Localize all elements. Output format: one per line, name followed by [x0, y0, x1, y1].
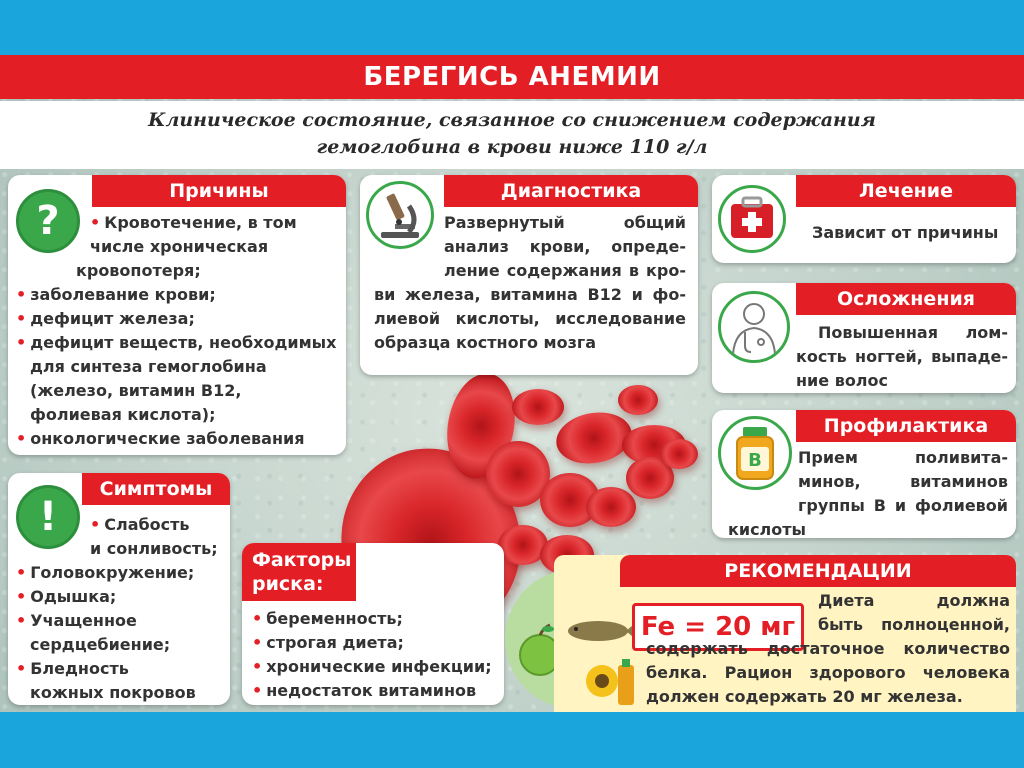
fish-icon — [560, 611, 640, 651]
prevention-line: группы В и фолиевой — [798, 496, 1008, 515]
complications-heading: Осложнения — [796, 283, 1016, 315]
symptoms-first-line: Слабость — [104, 515, 190, 534]
list-item: дефицит железа; — [30, 309, 195, 328]
prevention-line: Прием поливита- — [798, 448, 1008, 467]
prevention-line: кислоты — [728, 520, 807, 539]
complications-line: ние волос — [796, 371, 888, 390]
list-item-cont: (железо, витамин В12, — [30, 381, 242, 400]
complications-card — [712, 283, 1016, 393]
list-item: дефицит веществ, необходимых — [30, 333, 337, 352]
list-item: строгая диета; — [266, 633, 404, 652]
diagnostics-line: ление содержания в кро- — [444, 261, 686, 280]
complications-line: кость ногтей, выпаде- — [796, 347, 1008, 366]
risk-list: • беременность; • строгая диета; • хронические инфекции; • недостаток витаминов — [252, 609, 492, 700]
blood-cell — [586, 487, 636, 527]
treatment-heading: Лечение — [796, 175, 1016, 207]
diagnostics-heading: Диагностика — [444, 175, 698, 207]
risk-heading-line-2: риска: — [252, 573, 324, 595]
list-item: Учащенное — [30, 611, 137, 630]
list-item-cont: фолиевая кислота); — [30, 405, 216, 424]
sunflower-oil-icon — [580, 651, 640, 711]
vitamin-b-label: B — [748, 450, 762, 471]
risk-heading — [242, 543, 356, 601]
list-item-cont: для синтеза гемоглобина — [30, 357, 267, 376]
list-item: хронические инфекции; — [266, 657, 492, 676]
causes-card — [8, 175, 346, 455]
causes-first-line-2: числе хроническая — [90, 237, 269, 256]
recommendations-section — [500, 555, 1016, 712]
diagnostics-line: Развернутый общий — [444, 213, 686, 232]
symptoms-heading: Симптомы — [82, 473, 230, 505]
recommendations-line: белка. Рацион здорового человека — [646, 663, 1010, 682]
prevention-text — [728, 446, 1008, 542]
treatment-card — [712, 175, 1016, 263]
prevention-heading: Профилактика — [796, 410, 1016, 442]
recommendations-heading: РЕКОМЕНДАЦИИ — [620, 555, 1016, 587]
first-aid-kit-icon — [718, 185, 786, 253]
causes-first-line: Кровотечение, в том — [104, 213, 297, 232]
diagnostics-line: образца костного мозга — [374, 333, 597, 352]
causes-list: • Кровотечение, в том числе хроническая кровопотеря; • заболевание крови; • дефицит железа; • дефицит веществ, необходимых для синтеза гемоглобина (железо, витамин В12, фолиевая кислота); • онкологические заболевания — [16, 211, 344, 451]
complications-text — [796, 321, 1008, 393]
recommendations-line: должен содержать 20 мг железа. — [646, 687, 963, 706]
list-item-cont: сердцебиение; — [30, 635, 171, 654]
diagnostics-line: лиевой кислоты, исследование — [374, 309, 686, 328]
question-icon: ? — [16, 189, 80, 253]
subtitle-line-1: Клиническое состояние, связанное со снижением содержания — [148, 109, 876, 131]
list-item: онкологические заболевания — [30, 429, 305, 448]
poster-canvas — [0, 55, 1024, 712]
risk-heading-line-1: Факторы — [252, 549, 352, 571]
risk-card — [242, 543, 504, 705]
symptoms-first-line-2: и сонливость; — [90, 539, 218, 558]
subtitle-line-2: гемоглобина в крови ниже 110 г/л — [316, 136, 708, 158]
blood-cell — [618, 385, 658, 415]
list-item: заболевание крови; — [30, 285, 216, 304]
list-item: Бледность — [30, 659, 129, 678]
diagnostics-card — [360, 175, 698, 375]
blood-cell — [512, 389, 564, 425]
recommendations-text — [646, 589, 1010, 709]
prevention-card — [712, 410, 1016, 538]
prevention-line: минов, витаминов — [798, 472, 1008, 491]
complications-line: Повышенная лом- — [818, 323, 1008, 342]
recommendations-line: быть полноценной, — [818, 615, 1010, 634]
causes-first-line-3: кровопотеря; — [76, 261, 201, 280]
iron-dose-badge: Fe = 20 мг — [632, 603, 804, 651]
diagnostics-text — [374, 211, 686, 355]
recommendations-line: содержать достаточное количество — [646, 639, 1010, 658]
diagnostics-line: анализ крови, опреде- — [444, 237, 686, 256]
list-item: Головокружение; — [30, 563, 195, 582]
symptoms-card — [8, 473, 230, 705]
exclamation-icon: ! — [16, 485, 80, 549]
list-item-cont: кожных покровов — [30, 683, 196, 702]
list-item: беременность; — [266, 609, 403, 628]
recommendations-line: Диета должна — [818, 591, 1010, 610]
causes-heading: Причины — [92, 175, 346, 207]
page-title: БЕРЕГИСЬ АНЕМИИ — [0, 55, 1024, 99]
page-subtitle — [0, 101, 1024, 169]
diagnostics-line: ви железа, витамина В12 и фо- — [374, 285, 686, 304]
symptoms-list: • Слабость и сонливость; • Головокружение; • Одышка; • Учащенное сердцебиение; • Бледность кожных покровов — [16, 513, 230, 705]
doctor-icon — [718, 291, 790, 363]
list-item: недостаток витаминов — [266, 681, 477, 700]
list-item: Одышка; — [30, 587, 117, 606]
blood-cell — [660, 439, 698, 469]
treatment-text: Зависит от причины — [812, 223, 999, 242]
